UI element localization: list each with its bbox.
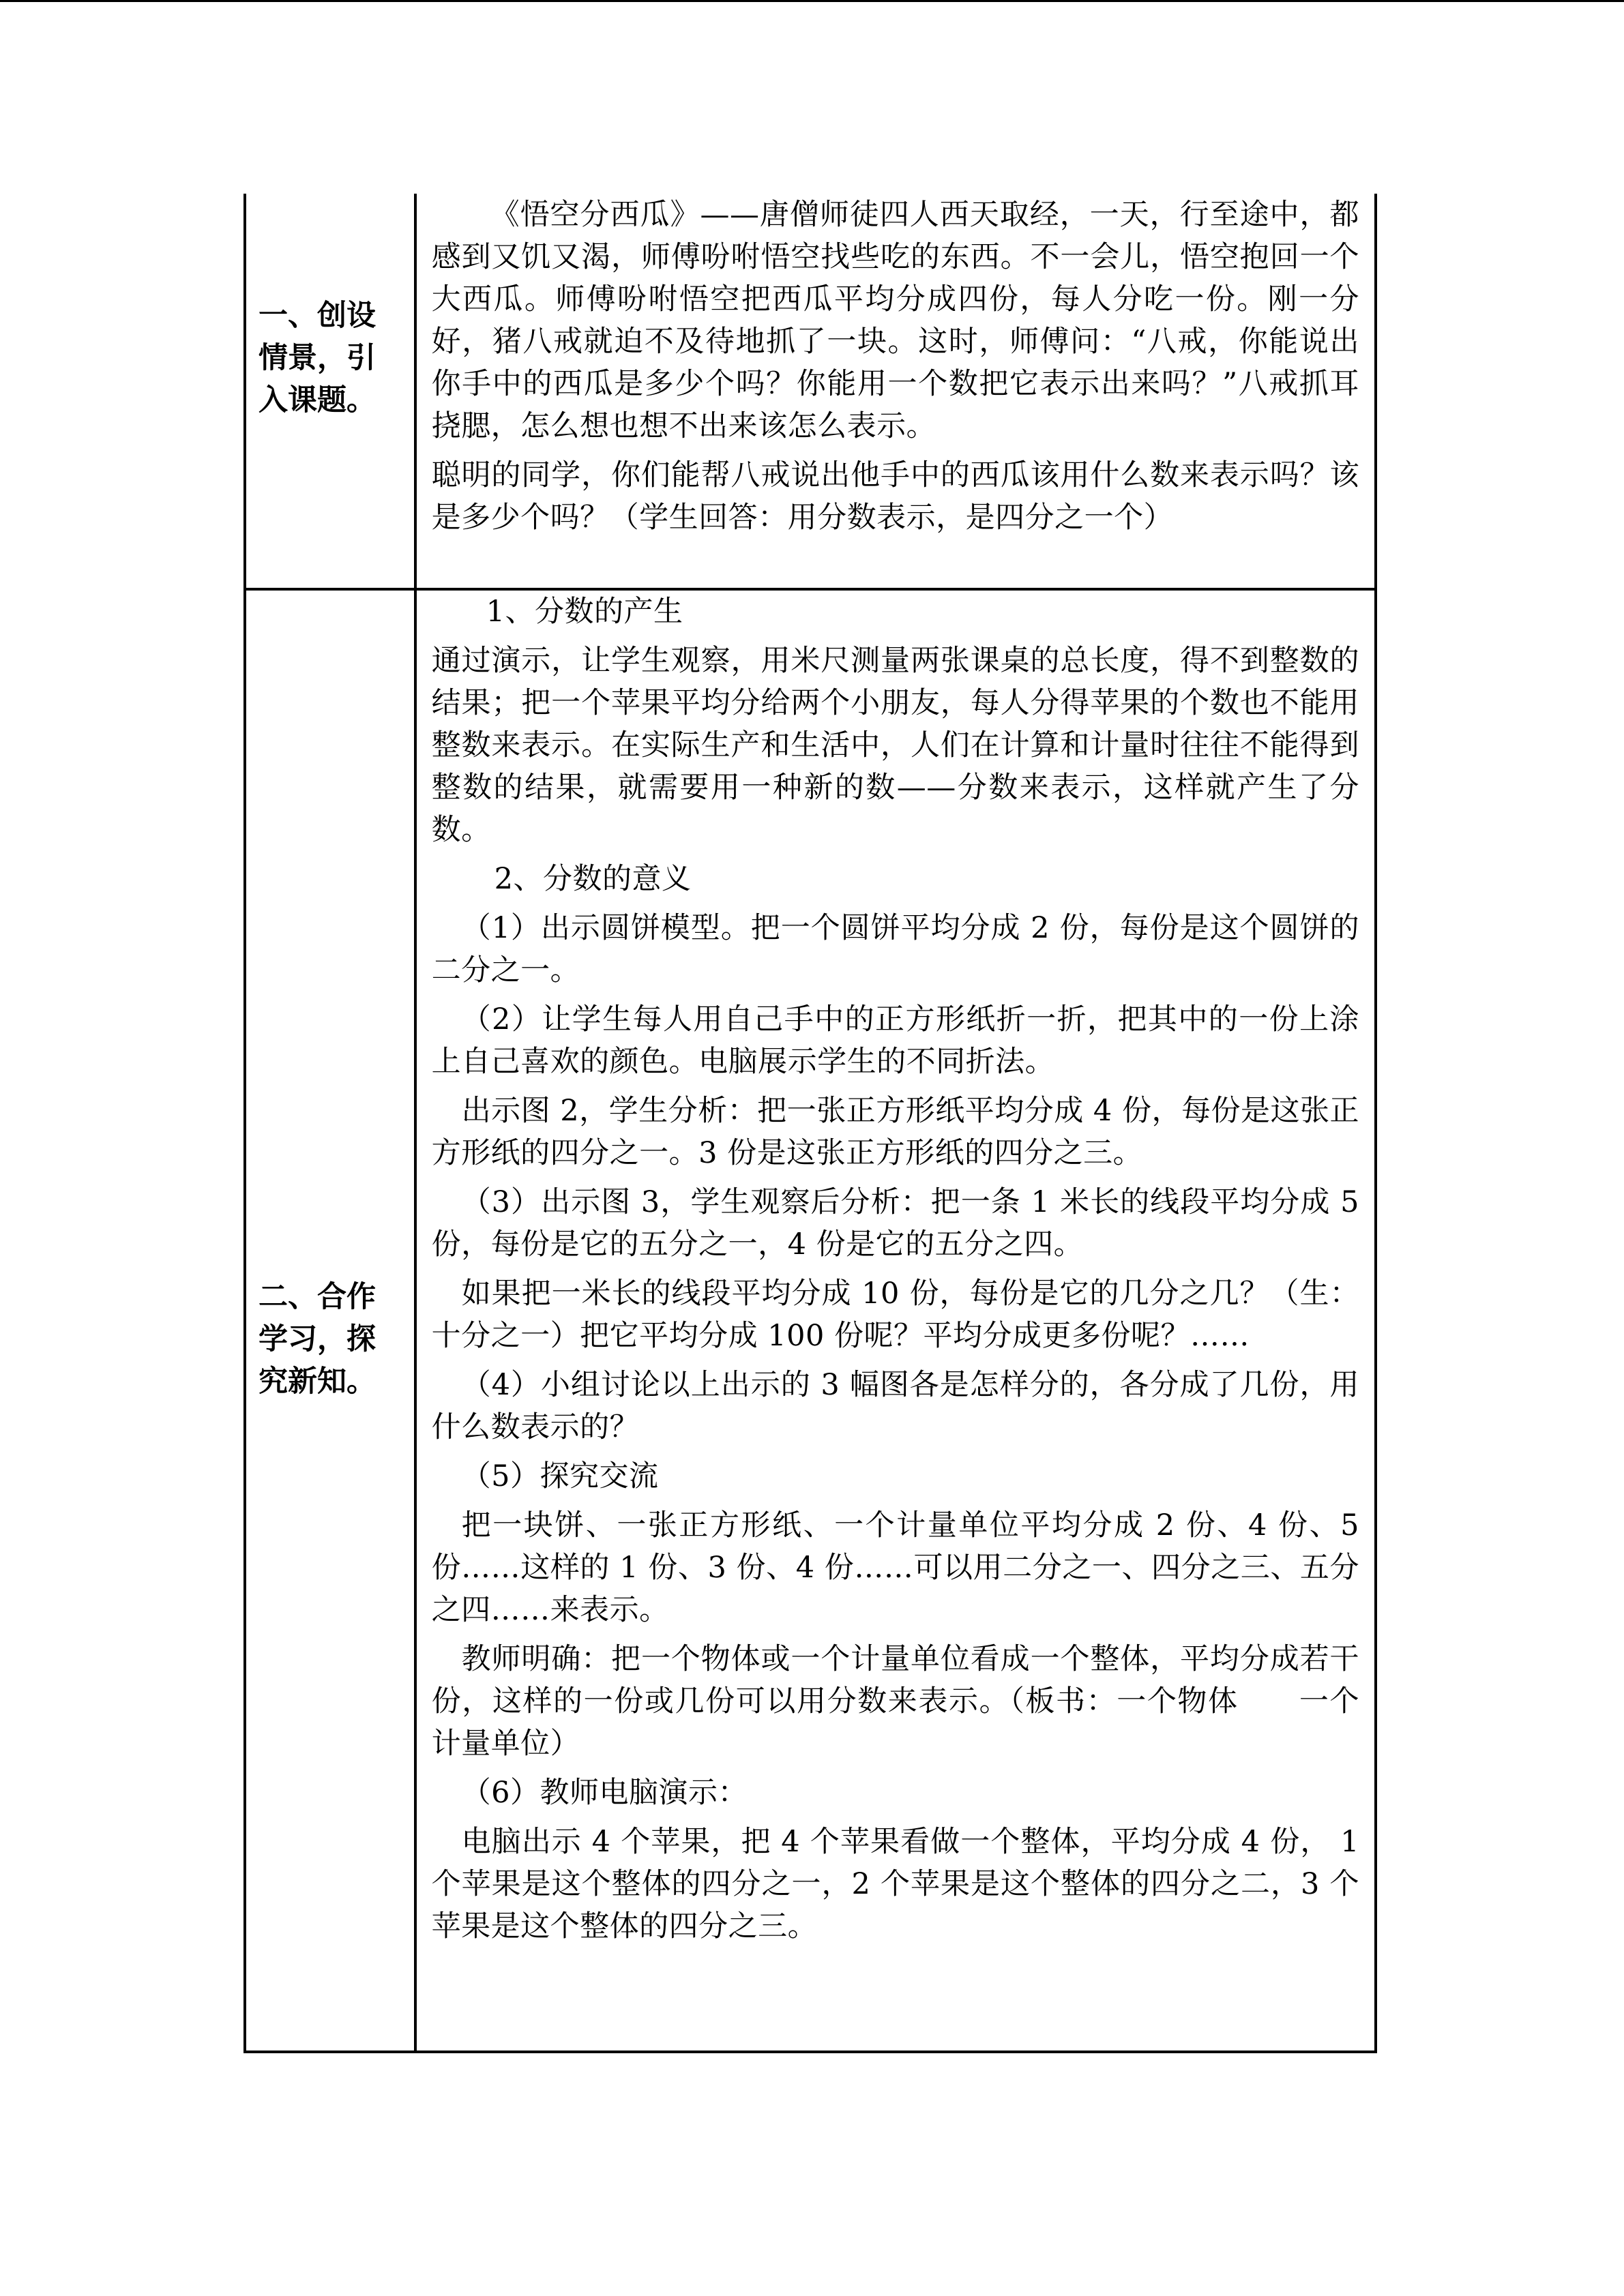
paragraph: 如果把一米长的线段平均分成 10 份，每份是它的几分之几？（生：十分之一）把它平均分成 100 份呢？平均分成更多份呢？……: [431, 1277, 1359, 1353]
content-cell: [415, 194, 1376, 589]
stage-label: 一、创设情景，引入课题。: [259, 299, 376, 417]
section-heading: 1、分数的产生: [486, 595, 683, 629]
question-paragraph: 聪明的同学，你们能帮八戒说出他手中的西瓜该用什么数来表示吗？该是多少个吗？（学生回答：用分数表示，是四分之一个）: [431, 458, 1359, 535]
section-heading: 2、分数的意义: [494, 862, 692, 896]
content-cell: [415, 589, 1376, 2052]
page-top-border: [0, 0, 1624, 2]
paragraph: （6）教师电脑演示：: [461, 1776, 748, 1810]
paragraph: （2）让学生每人用自己手中的正方形纸折一折，把其中的一份上涂上自己喜欢的颜色。电脑展示学生的不同折法。: [431, 1002, 1359, 1079]
lesson-plan-table: [243, 194, 1377, 2053]
paragraph: 出示图 2，学生分析：把一张正方形纸平均分成 4 份，每份是这张正方形纸的四分之一。3 份是这张正方形纸的四分之三。: [431, 1094, 1359, 1170]
paragraph: （3）出示图 3，学生观察后分析：把一条 1 米长的线段平均分成 5 份，每份是它的五分之一，4 份是它的五分之四。: [431, 1185, 1359, 1262]
stage-label: 二、合作学习，探究新知。: [259, 1280, 376, 1399]
stage-cell: [245, 589, 415, 2052]
stage-cell: [245, 194, 415, 589]
paragraph: 教师明确：把一个物体或一个计量单位看成一个整体，平均分成若干份，这样的一份或几份可以用分数来表示。（板书：一个物体 一个计量单位）: [431, 1642, 1359, 1761]
paragraph: （1）出示圆饼模型。把一个圆饼平均分成 2 份，每份是这个圆饼的二分之一。: [431, 911, 1359, 987]
paragraph: （5）探究交流: [461, 1459, 659, 1493]
paragraph: （4）小组讨论以上出示的 3 幅图各是怎样分的，各分成了几份，用什么数表示的？: [431, 1368, 1359, 1444]
paragraph: 电脑出示 4 个苹果，把 4 个苹果看做一个整体，平均分成 4 份， 1 个苹果是这个整体的四分之一，2 个苹果是这个整体的四分之二，3 个苹果是这个整体的四分之三。: [431, 1825, 1359, 1943]
table-row: [245, 589, 1376, 2052]
paragraph: 通过演示，让学生观察，用米尺测量两张课桌的总长度，得不到整数的结果；把一个苹果平均分给两个小朋友，每人分得苹果的个数也不能用整数来表示。在实际生产和生活中，人们在计算和计量时往往不能得到整数的结果，就需要用一种新的数——分数来表示，这样就产生了分数。: [431, 644, 1359, 847]
table-row: [245, 194, 1376, 589]
story-paragraph: 《悟空分西瓜》——唐僧师徒四人西天取经，一天，行至途中，都感到又饥又渴，师傅吩咐悟空找些吃的东西。不一会儿，悟空抱回一个大西瓜。师傅吩咐悟空把西瓜平均分成四份，每人分吃一份。刚一分好，猪八戒就迫不及待地抓了一块。这时，师傅问：“八戒，你能说出你手中的西瓜是多少个吗？你能用一个数把它表示出来吗？”八戒抓耳挠腮，怎么想也想不出来该怎么表示。: [431, 198, 1359, 443]
paragraph: 把一块饼、一张正方形纸、一个计量单位平均分成 2 份、4 份、5 份……这样的 1 份、3 份、4 份……可以用二分之一、四分之三、五分之四……来表示。: [431, 1508, 1359, 1627]
